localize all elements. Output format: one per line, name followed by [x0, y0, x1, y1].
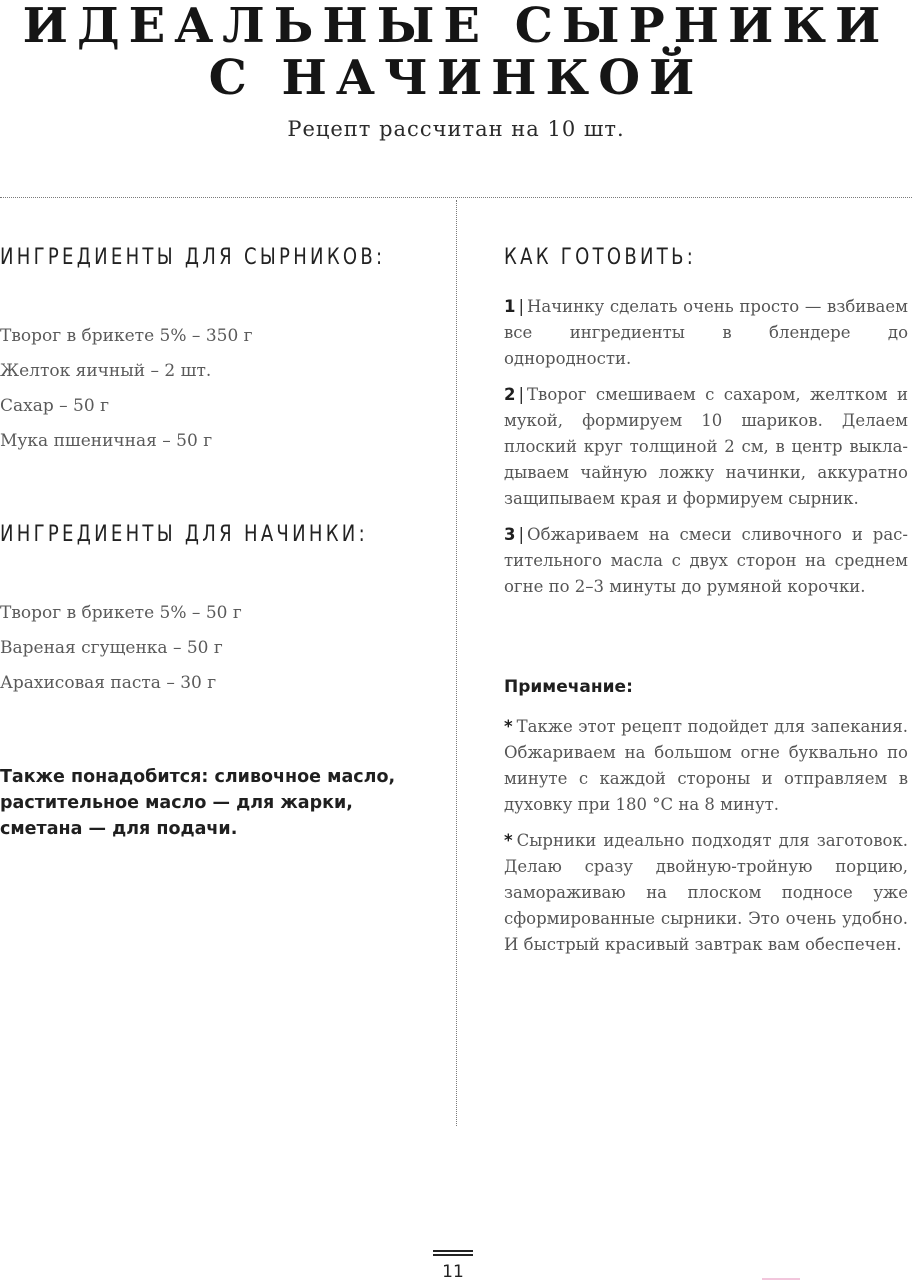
- title-line-2: С НАЧИНКОЙ: [208, 50, 704, 106]
- note-text: Сырники идеально подходят для заготовок. Делаю сразу двойную-тройную порцию, замораживаю на плоском подносе уже сформированные сырники. Это очень удобно. И быстрый красивый завтрак вам обеспечен.: [504, 831, 908, 954]
- step-separator: |: [518, 525, 525, 544]
- page-title: [0, 0, 912, 104]
- list-item: Творог в брикете 5% – 50 г: [0, 603, 242, 623]
- method-heading: КАК ГОТОВИТЬ:: [504, 245, 697, 270]
- column-divider: [456, 200, 457, 1126]
- horizontal-divider: [0, 197, 912, 198]
- ingredients-filling-heading: ИНГРЕДИЕНТЫ ДЛЯ НАЧИНКИ:: [0, 522, 368, 547]
- step-separator: |: [518, 297, 525, 316]
- step-text: Обжариваем на смеси сливочного и растительного масла с двух сторон на среднем огне по 2–3 минуты до румяной корочки.: [504, 525, 908, 596]
- note-text: Также этот рецепт подойдет для запекания. Обжариваем на большом огне буквально по минуте с каждой стороны и отправляем в духовку при 180 °С на 8 минут.: [504, 717, 908, 814]
- method-steps: [504, 294, 908, 600]
- ingredients-main-heading: ИНГРЕДИЕНТЫ ДЛЯ СЫРНИКОВ:: [0, 245, 386, 270]
- step-number: 3: [504, 525, 516, 544]
- list-item: Вареная сгущенка – 50 г: [0, 638, 223, 658]
- step-number: 2: [504, 385, 516, 404]
- note-item: [504, 828, 908, 958]
- note-item: [504, 714, 908, 818]
- title-line-1: ИДЕАЛЬНЫЕ СЫРНИКИ: [22, 0, 890, 54]
- step-text: Творог смешиваем с сахаром, желтком и мукой, формируем 10 шариков. Делаем плоский круг толщиной 2 см, в центр выкладываем чайную ложку начинки, аккуратно защипываем края и формируем сырник.: [504, 385, 908, 508]
- list-item: Мука пшеничная – 50 г: [0, 431, 213, 451]
- asterisk-bullet: *: [504, 717, 513, 736]
- page-number: 11: [442, 1262, 464, 1282]
- method-step: [504, 522, 908, 600]
- note-title: Примечание:: [504, 677, 633, 697]
- step-text: Начинку сделать очень просто — взбиваем все ингредиенты в блендере до однородности.: [504, 297, 908, 368]
- recipe-yield: Рецепт рассчитан на 10 шт.: [287, 117, 625, 141]
- ingredients-filling-list: [0, 596, 242, 701]
- decorative-corner-mark: [762, 1278, 800, 1280]
- page-number-ornament: [433, 1250, 473, 1258]
- step-separator: |: [518, 385, 525, 404]
- list-item: Арахисовая паста – 30 г: [0, 673, 217, 693]
- step-number: 1: [504, 297, 516, 316]
- asterisk-bullet: *: [504, 831, 513, 850]
- also-needed-note: Также понадобится: сливочное масло, растительное масло — для жарки, сметана — для подачи.: [0, 767, 396, 839]
- method-step: [504, 294, 908, 372]
- list-item: Творог в брикете 5% – 350 г: [0, 326, 253, 346]
- note-list: [504, 714, 908, 958]
- method-step: [504, 382, 908, 512]
- list-item: Сахар – 50 г: [0, 396, 109, 416]
- list-item: Желток яичный – 2 шт.: [0, 361, 212, 381]
- ingredients-main-list: [0, 319, 253, 459]
